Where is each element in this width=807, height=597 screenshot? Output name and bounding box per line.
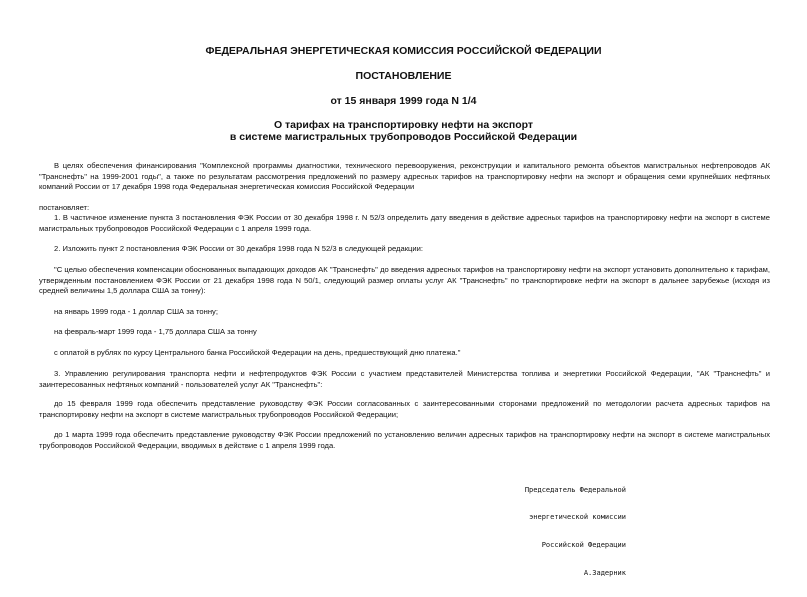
clause-3-paragraph: 3. Управлению регулирования транспорта нефти и нефтепродуктов ФЭК России с участием представителей Министерства топлива и энергетики Российской Федерации, "АК "Транснефть" и заинтересованных нефтяных компаний - пользователей услуг АК "Транснефть": (39, 369, 770, 389)
title-line-2: в системе магистральных трубопроводов Российской Федерации (229, 131, 578, 143)
feb-march-rate-item: на февраль-март 1999 года - 1,75 доллара США за тонну (54, 327, 257, 336)
payment-currency-item: с оплатой в рублях по курсу Центрального банка Российской Федерации на день, предшествующий дню платежа." (54, 348, 461, 357)
signature-line-2: энергетической комиссии (529, 513, 626, 522)
clause-2-quote-paragraph: "С целью обеспечения компенсации обоснованных выпадающих доходов АК "Транснефть" до введения адресных тарифов на транспортировку нефти на экспорт установить дополнительно к тарифам, утвержденным постановлением ФЭК России от 21 декабря 1998 года N 50/1, следующий размер оплаты услуг АК "Транснефть" по транспортировке нефти на экспорт в дальнее зарубежье (исходя из средней величины 1,5 доллара США за тонну): (39, 265, 770, 295)
clause-1-paragraph: 1. В частичное изменение пункта 3 постановления ФЭК России от 30 декабря 1998 г. N 52/3 определить дату введения в действие адресных тарифов на транспортировку нефти на экспорт в системе магистральных трубопроводов Российской Федерации с 1 апреля 1999 года. (39, 213, 770, 233)
signature-block (498, 467, 626, 597)
preamble-paragraph: В целях обеспечения финансирования "Комплексной программы диагностики, технического перевооружения, реконструкции и капитального ремонта объектов магистральных нефтепроводов АК "Транснефть" на 1999-2001 годы", а также по результатам рассмотрения предложений по размеру адресных тарифов на транспортировку нефти на экспорт и обращения семи крупнейших нефтяных компаний России от 17 декабря 1998 года Федеральная энергетическая комиссия Российской Федерации (39, 161, 770, 191)
doc-type-heading: ПОСТАНОВЛЕНИЕ (355, 70, 452, 82)
org-heading: ФЕДЕРАЛЬНАЯ ЭНЕРГЕТИЧЕСКАЯ КОМИССИЯ РОССИЙСКОЙ ФЕДЕРАЦИИ (205, 45, 602, 57)
signature-line-3: Российской Федерации (541, 541, 626, 550)
clause-2-paragraph: 2. Изложить пункт 2 постановления ФЭК России от 30 декабря 1998 года N 52/3 в следующей редакции: (54, 244, 423, 253)
title-line-1: О тарифах на транспортировку нефти на экспорт (273, 119, 534, 131)
clause-3-item-2: до 1 марта 1999 года обеспечить представление руководству ФЭК России предложений по установлению величин адресных тарифов на транспортировку нефти на экспорт в системе магистральных трубопроводов Российской Федерации, вводимых в действие с 1 апреля 1999 года. (39, 430, 770, 450)
resolves-label: постановляет: (39, 203, 90, 212)
signature-name: А.Задерник (583, 569, 626, 578)
date-number-heading: от 15 января 1999 года N 1/4 (330, 95, 477, 107)
signature-line-1: Председатель Федеральной (524, 485, 626, 494)
clause-3-item-1: до 15 февраля 1999 года обеспечить представление руководству ФЭК России согласованных с заинтересованными сторонами предложений по методологии расчета адресных тарифов на транспортировку нефти на экспорт в системе магистральных трубопроводов Российской Федерации; (39, 399, 770, 419)
january-rate-item: на январь 1999 года - 1 доллар США за тонну; (54, 307, 218, 316)
